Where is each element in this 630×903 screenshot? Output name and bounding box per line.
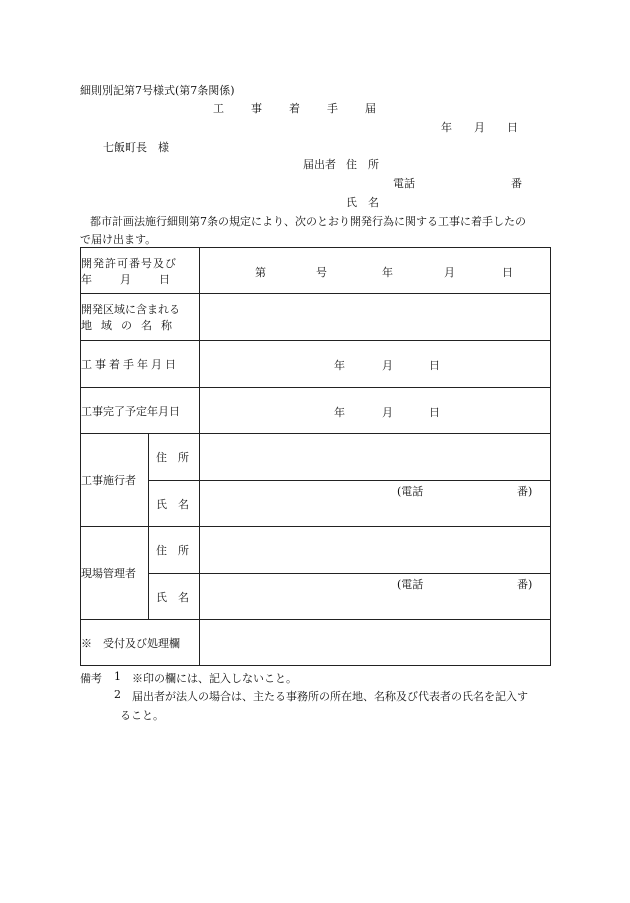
manager-phone-close: 番) — [517, 578, 533, 591]
completion-date-value-cell[interactable] — [200, 388, 551, 434]
table-row — [81, 248, 551, 294]
contractor-address-label-cell — [149, 434, 200, 481]
table-row — [81, 434, 551, 481]
manager-address-label-cell — [149, 527, 200, 574]
addressee: 七飯町長 様 — [103, 141, 169, 154]
completion-month: 月 — [382, 406, 393, 419]
start-year: 年 — [334, 359, 345, 372]
contractor-address-value-cell[interactable] — [200, 434, 551, 481]
date-line: 年 月 日 — [441, 121, 518, 134]
contractor-phone-close: 番) — [517, 485, 533, 498]
table-row — [81, 527, 551, 574]
manager-name-label-cell — [149, 574, 200, 620]
manager-name-label: 氏 名 — [156, 590, 189, 604]
manager-phone-open: (電話 — [397, 578, 424, 591]
note-2-number: 2 — [114, 688, 121, 701]
permit-go: 号 — [316, 266, 327, 279]
applicant-label: 届出者 — [303, 158, 336, 171]
contractor-phone-open: (電話 — [397, 485, 424, 498]
table-row — [81, 294, 551, 341]
start-date-label: 工事着手年月日 — [81, 358, 179, 371]
applicant-phone-label: 電話 — [393, 177, 415, 190]
office-use-label: ※ 受付及び処理欄 — [81, 636, 180, 650]
table-row — [81, 574, 551, 620]
start-month: 月 — [382, 359, 393, 372]
note-2-text-line-1: 届出者が法人の場合は、主たる事務所の所在地、名称及び代表者の氏名を記入す — [132, 690, 528, 703]
body-text-line-2: で届け出ます。 — [80, 233, 157, 246]
area-name-value-cell[interactable] — [200, 294, 551, 341]
permit-number-value-cell[interactable] — [200, 248, 551, 294]
office-use-label-cell — [81, 620, 200, 666]
start-day: 日 — [429, 359, 440, 372]
manager-address-label: 住 所 — [156, 544, 189, 557]
manager-label-cell — [81, 527, 149, 620]
permit-month: 月 — [444, 266, 455, 279]
area-name-label-cell — [81, 294, 200, 341]
note-2-text-line-2: ること。 — [120, 709, 164, 722]
applicant-name-label: 氏 名 — [346, 196, 379, 209]
permit-day: 日 — [502, 266, 513, 279]
note-1-text: ※印の欄には、記入しないこと。 — [132, 672, 297, 685]
applicant-phone-suffix: 番 — [511, 177, 522, 190]
permit-number-label-line2: 年 月 日 — [81, 272, 172, 286]
completion-date-label-cell — [81, 388, 200, 434]
applicant-address-label: 住 所 — [346, 158, 379, 171]
contractor-name-value-cell[interactable] — [200, 481, 551, 527]
completion-day: 日 — [429, 406, 440, 419]
form-reference: 細則別記第7号様式(第7条関係) — [80, 84, 235, 97]
table-row — [81, 481, 551, 527]
contractor-name-label-cell — [149, 481, 200, 527]
application-form-table — [80, 247, 551, 666]
permit-dai: 第 — [255, 266, 266, 279]
table-row — [81, 388, 551, 434]
permit-number-label-line1: 開発許可番号及び — [81, 256, 177, 270]
contractor-address-label: 住 所 — [156, 451, 189, 464]
notes-label: 備考 — [80, 672, 102, 685]
contractor-name-label: 氏 名 — [156, 497, 189, 511]
manager-label: 現場管理者 — [81, 567, 136, 580]
permit-year: 年 — [382, 266, 393, 279]
manager-address-value-cell[interactable] — [200, 527, 551, 574]
start-date-value-cell[interactable] — [200, 341, 551, 388]
document-title: 工 事 着 手 届 — [213, 102, 384, 115]
table-row — [81, 341, 551, 388]
area-name-label-line1: 開発区域に含まれる — [81, 303, 180, 316]
contractor-label: 工事施行者 — [81, 474, 136, 487]
contractor-label-cell — [81, 434, 149, 527]
completion-date-label: 工事完了予定年月日 — [81, 404, 180, 418]
completion-year: 年 — [334, 406, 345, 419]
manager-name-value-cell[interactable] — [200, 574, 551, 620]
table-row — [81, 620, 551, 666]
body-text-line-1: 都市計画法施行細則第7条の規定により、次のとおり開発行為に関する工事に着手したの — [90, 215, 526, 228]
note-1-number: 1 — [114, 670, 121, 683]
area-name-label-line2: 地域の名称 — [81, 319, 181, 332]
office-use-value-cell — [200, 620, 551, 666]
start-date-label-cell — [81, 341, 200, 388]
permit-number-label-cell — [81, 248, 200, 294]
